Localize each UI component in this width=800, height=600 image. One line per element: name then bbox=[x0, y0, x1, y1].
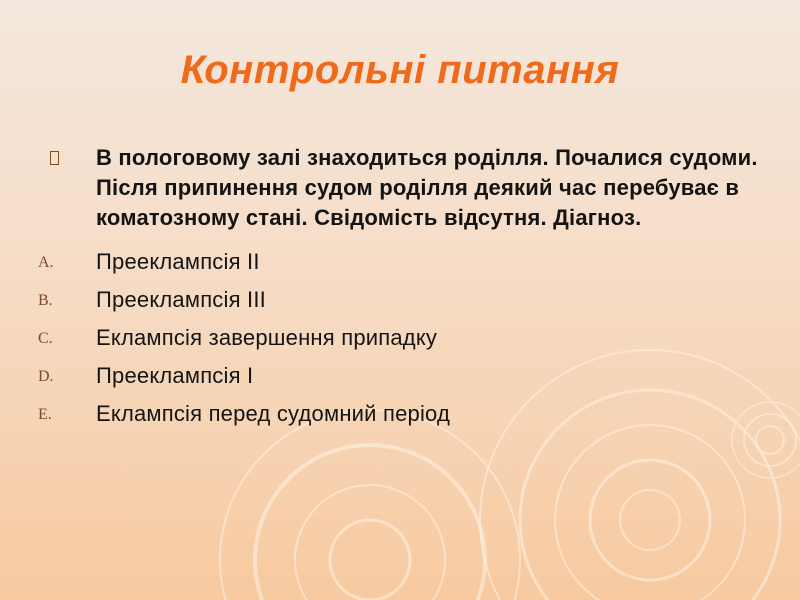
option-text: Прееклампсія ІІІ bbox=[96, 287, 266, 312]
option-text: Прееклампсія І bbox=[96, 363, 254, 388]
answer-option-c bbox=[0, 319, 800, 357]
option-letter: C. bbox=[38, 330, 53, 347]
slide-content bbox=[0, 143, 800, 433]
square-bullet-icon bbox=[50, 151, 59, 165]
question-text: В пологовому залі знаходиться роділля. Почалися судоми. Після припинення судом роділля деякий час перебуває в коматозному стані. Свідомість відсутня. Діагноз. bbox=[96, 145, 758, 230]
answer-option-b bbox=[0, 281, 800, 319]
answer-option-e bbox=[0, 395, 800, 433]
answer-options-list bbox=[0, 243, 800, 433]
option-text: Прееклампсія ІІ bbox=[96, 249, 260, 274]
option-letter: B. bbox=[38, 292, 53, 309]
slide-title: Контрольні питання bbox=[180, 48, 620, 92]
option-letter: D. bbox=[38, 368, 54, 385]
question-block bbox=[0, 143, 800, 233]
option-letter: E. bbox=[38, 406, 52, 423]
option-text: Еклампсія перед судомний період bbox=[96, 401, 451, 426]
option-text: Еклампсія завершення припадку bbox=[96, 325, 438, 350]
answer-option-d bbox=[0, 357, 800, 395]
option-letter: A. bbox=[38, 254, 54, 271]
answer-option-a bbox=[0, 243, 800, 281]
